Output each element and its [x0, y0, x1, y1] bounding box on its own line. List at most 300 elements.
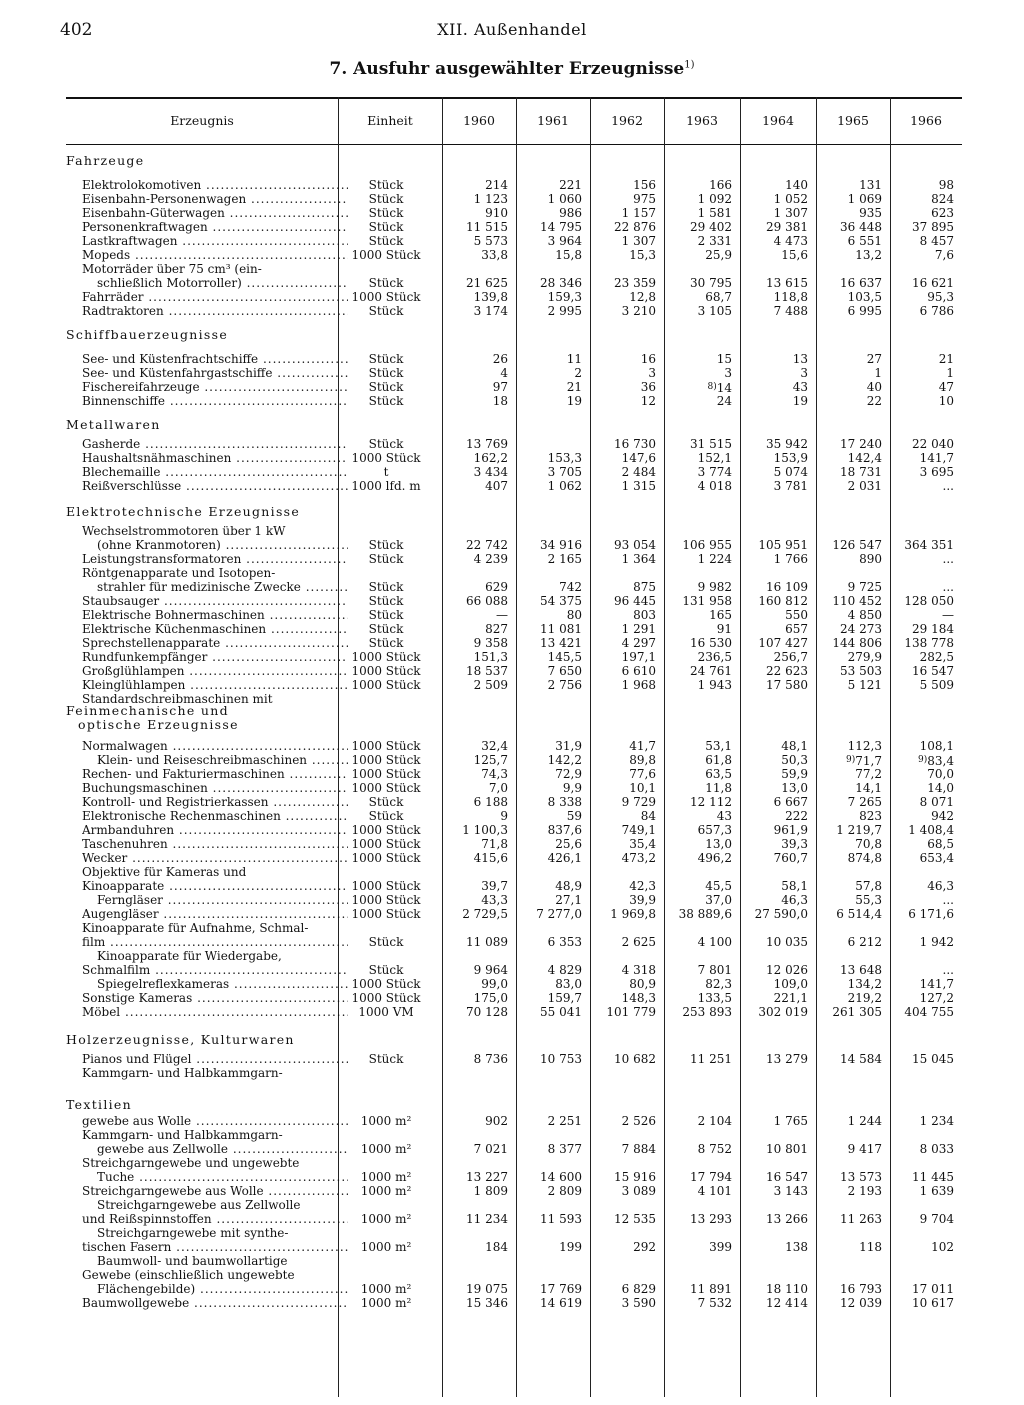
value-cell [516, 636, 582, 650]
value-cell [740, 594, 808, 608]
value-cell [890, 1184, 954, 1198]
value-text: 4 829 [547, 963, 582, 977]
value-text: 1 307 [621, 234, 656, 248]
value-cell [516, 1142, 582, 1156]
value-cell [442, 809, 508, 823]
header-year: 1962 [611, 113, 643, 128]
value-text: 10,1 [629, 781, 656, 795]
value-cell [740, 220, 808, 234]
value-text: 16 [640, 352, 656, 366]
value-cell [664, 991, 732, 1005]
value-cell [890, 1005, 954, 1019]
value-text: 34 916 [540, 538, 582, 552]
value-cell [664, 276, 732, 290]
product-name: Streichgarngewebe und ungewebte [82, 1156, 300, 1170]
value-cell [442, 206, 508, 220]
value-text: 55,3 [855, 893, 882, 907]
value-text: 37,0 [705, 893, 732, 907]
value-text: 140 [785, 178, 808, 192]
value-cell [516, 1240, 582, 1254]
value-text: 128 050 [904, 594, 954, 608]
value-cell [890, 739, 954, 753]
value-text: 21 625 [466, 276, 508, 290]
value-text: 1 942 [919, 935, 954, 949]
value-text: 31,9 [555, 739, 582, 753]
value-text: 5 509 [919, 678, 954, 692]
value-text: 28 346 [540, 276, 582, 290]
value-cell [442, 366, 508, 380]
value-cell [516, 1114, 582, 1128]
value-cell [816, 1296, 882, 1310]
table-row [66, 795, 962, 809]
value-text: 59,9 [781, 767, 808, 781]
value-text: 3 695 [919, 465, 954, 479]
value-text: 10 035 [766, 935, 808, 949]
value-text: 15 916 [614, 1170, 656, 1184]
product-name: Streichgarngewebe mit synthe- [97, 1226, 289, 1240]
value-cell [516, 907, 582, 921]
value-text: 13 293 [690, 1212, 732, 1226]
value-cell [590, 977, 656, 991]
value-cell [816, 479, 882, 493]
table-row [66, 636, 962, 650]
section-heading: optische Erzeugnisse [78, 717, 239, 732]
value-text: 22 623 [766, 664, 808, 678]
value-text: 942 [931, 809, 954, 823]
value-cell [442, 1170, 508, 1184]
value-text: 1 219,7 [836, 823, 882, 837]
value-text: 3 [800, 366, 808, 380]
value-text: 3 774 [697, 465, 732, 479]
value-text: 72,9 [555, 767, 582, 781]
chapter-title: XII. Außenhandel [437, 20, 587, 39]
header-year: 1964 [762, 113, 794, 128]
value-text: 1 224 [697, 552, 732, 566]
section-heading: Elektrotechnische Erzeugnisse [66, 504, 301, 519]
value-cell [516, 1296, 582, 1310]
value-text: 1 408,4 [908, 823, 954, 837]
value-cell [590, 650, 656, 664]
value-cell [816, 664, 882, 678]
value-text: 13 615 [766, 276, 808, 290]
value-text: 1 315 [621, 479, 656, 493]
value-cell [442, 608, 508, 622]
value-text: 4 100 [697, 935, 732, 949]
value-text: 77,2 [855, 767, 882, 781]
value-cell [590, 664, 656, 678]
value-text: 50,3 [781, 753, 808, 767]
value-cell [740, 963, 808, 977]
value-text: 68,5 [927, 837, 954, 851]
value-cell [890, 1296, 954, 1310]
value-cell [816, 1212, 882, 1226]
value-cell [590, 1142, 656, 1156]
value-cell [816, 935, 882, 949]
value-cell [442, 1282, 508, 1296]
value-text: 14 619 [540, 1296, 582, 1310]
product-name: See- und Küstenfrachtschiffe ..... [82, 352, 348, 366]
value-text: 156 [633, 178, 656, 192]
value-text: 7 650 [547, 664, 582, 678]
value-cell [590, 739, 656, 753]
value-text: 1 307 [773, 206, 808, 220]
unit-cell: Stück [368, 276, 404, 290]
table-row [66, 304, 962, 318]
value-text: 21 [938, 352, 954, 366]
value-text: 70,0 [927, 767, 954, 781]
value-cell [816, 451, 882, 465]
value-cell [740, 465, 808, 479]
value-cell [664, 678, 732, 692]
value-cell [740, 809, 808, 823]
value-cell [816, 795, 882, 809]
value-cell [816, 1282, 882, 1296]
value-cell [516, 594, 582, 608]
value-text: 43,3 [481, 893, 508, 907]
value-cell [590, 538, 656, 552]
value-text: 6 188 [473, 795, 508, 809]
value-text: 1 062 [547, 479, 582, 493]
value-cell [890, 394, 954, 408]
value-text: 42,3 [629, 879, 656, 893]
value-cell [442, 935, 508, 949]
value-cell [890, 276, 954, 290]
value-text: 1 100,3 [462, 823, 508, 837]
value-cell [664, 977, 732, 991]
table-row [66, 1226, 962, 1240]
value-cell [442, 781, 508, 795]
value-text: 827 [485, 622, 508, 636]
value-text: 7 532 [697, 1296, 732, 1310]
value-text: 13 227 [466, 1170, 508, 1184]
value-text: 15,8 [555, 248, 582, 262]
value-cell [590, 809, 656, 823]
header-year: 1960 [463, 113, 495, 128]
value-cell [442, 753, 508, 767]
value-text: 3 781 [773, 479, 808, 493]
value-text: 58,1 [781, 879, 808, 893]
value-cell [816, 248, 882, 262]
table-row [66, 692, 962, 706]
value-text: 6 353 [547, 935, 582, 949]
value-text: 36 448 [840, 220, 882, 234]
value-text: ... [942, 963, 954, 977]
value-cell [890, 1114, 954, 1128]
value-cell [816, 538, 882, 552]
value-text: 29 402 [690, 220, 732, 234]
value-cell [740, 1142, 808, 1156]
value-cell [442, 479, 508, 493]
value-cell [442, 276, 508, 290]
value-cell [816, 465, 882, 479]
value-cell [516, 1052, 582, 1066]
value-text: 4 850 [847, 608, 882, 622]
value-cell [816, 1005, 882, 1019]
value-text: 3 105 [697, 304, 732, 318]
value-cell [590, 580, 656, 594]
value-text: 16 547 [766, 1170, 808, 1184]
value-text: 27 590,0 [754, 907, 808, 921]
unit-cell: 1000 Stück [351, 837, 421, 851]
value-text: 26 [492, 352, 508, 366]
value-text: 2 995 [547, 304, 582, 318]
value-text: 12,8 [629, 290, 656, 304]
value-cell [890, 622, 954, 636]
value-cell [442, 1184, 508, 1198]
value-cell [442, 304, 508, 318]
value-text: 760,7 [773, 851, 808, 865]
value-text: 159,7 [547, 991, 582, 1005]
unit-cell: 1000 m² [360, 1170, 412, 1184]
product-name: Haushaltsnähmaschinen ..... [82, 451, 348, 465]
value-cell [740, 304, 808, 318]
table-row [66, 262, 962, 276]
value-cell [740, 893, 808, 907]
section-heading: Holzerzeugnisse, Kulturwaren [66, 1032, 295, 1047]
value-text: 890 [859, 552, 882, 566]
value-cell [816, 437, 882, 451]
unit-cell: 1000 Stück [351, 907, 421, 921]
product-name: Leistungstransformatoren ..... [82, 552, 348, 566]
value-text: 6 786 [919, 304, 954, 318]
value-cell [740, 781, 808, 795]
value-cell [590, 935, 656, 949]
value-text: 8 752 [697, 1142, 732, 1156]
value-text: 134,2 [847, 977, 882, 991]
value-text: 112,3 [847, 739, 882, 753]
value-text: 426,1 [547, 851, 582, 865]
product-name: film ..... [82, 935, 348, 949]
value-cell [890, 304, 954, 318]
product-name: Objektive für Kameras und [82, 865, 247, 879]
product-name: Baumwollgewebe ..... [82, 1296, 348, 1310]
value-text: 7,0 [488, 781, 508, 795]
value-cell [664, 1212, 732, 1226]
value-cell [664, 552, 732, 566]
value-cell [740, 1114, 808, 1128]
value-cell [890, 753, 954, 768]
table-row [66, 823, 962, 837]
table-row [66, 566, 962, 580]
value-text: ... [942, 893, 954, 907]
value-text: 6 667 [773, 795, 808, 809]
table-row [66, 753, 962, 767]
unit-cell: Stück [368, 352, 404, 366]
unit-cell: 1000 Stück [351, 823, 421, 837]
product-name: gewebe aus Zellwolle ..... [97, 1142, 348, 1156]
value-cell [664, 352, 732, 366]
value-cell [816, 220, 882, 234]
value-cell [590, 352, 656, 366]
value-cell [890, 366, 954, 380]
value-text: 7 021 [473, 1142, 508, 1156]
product-name: Sonstige Kameras ..... [82, 991, 348, 1005]
value-text: 138 [785, 1240, 808, 1254]
section-heading: Feinmechanische und [66, 703, 229, 718]
value-text: 108,1 [919, 739, 954, 753]
value-text: 35 942 [766, 437, 808, 451]
value-text: 10 801 [766, 1142, 808, 1156]
value-text: 141,7 [919, 977, 954, 991]
value-text: 1 291 [621, 622, 656, 636]
value-text: 138 778 [904, 636, 954, 650]
value-text: 11 081 [540, 622, 582, 636]
value-text: 13 [792, 352, 808, 366]
value-text: 16 530 [690, 636, 732, 650]
value-cell [740, 977, 808, 991]
unit-cell: Stück [368, 394, 404, 408]
value-cell [442, 767, 508, 781]
value-cell [516, 276, 582, 290]
value-text: 29 184 [912, 622, 954, 636]
table-row [66, 290, 962, 304]
value-text: 7 801 [697, 963, 732, 977]
value-cell [664, 1114, 732, 1128]
value-text: 63,5 [705, 767, 732, 781]
table-row [66, 767, 962, 781]
value-cell [664, 823, 732, 837]
value-cell [590, 192, 656, 206]
value-cell [664, 380, 732, 395]
value-cell [590, 1114, 656, 1128]
value-text: 1 244 [847, 1114, 882, 1128]
value-text: 415,6 [473, 851, 508, 865]
product-name: Wechselstrommotoren über 1 kW [82, 524, 286, 538]
footnote-mark: 9) [846, 755, 856, 765]
value-cell [442, 220, 508, 234]
value-cell [890, 1052, 954, 1066]
section-heading: Fahrzeuge [66, 153, 145, 168]
value-cell [664, 795, 732, 809]
value-text: 35,4 [629, 837, 656, 851]
value-text: 57,8 [855, 879, 882, 893]
value-text: 16 547 [912, 664, 954, 678]
value-cell [664, 394, 732, 408]
value-text: 2 526 [621, 1114, 656, 1128]
value-cell [740, 1212, 808, 1226]
product-name: Normalwagen ..... [82, 739, 348, 753]
value-text: 18 [492, 394, 508, 408]
value-text: 407 [485, 479, 508, 493]
value-text: 11 593 [540, 1212, 582, 1226]
header-year: 1963 [686, 113, 718, 128]
value-cell [890, 594, 954, 608]
value-cell [516, 1005, 582, 1019]
value-cell [442, 851, 508, 865]
table-row [66, 192, 962, 206]
product-name: gewebe aus Wolle ..... [82, 1114, 348, 1128]
table-row [66, 608, 962, 622]
unit-cell: 1000 Stück [351, 451, 421, 465]
product-name: (ohne Kranmotoren) ..... [97, 538, 348, 552]
value-cell [816, 893, 882, 907]
product-name: Kammgarn- und Halbkammgarn- [82, 1066, 283, 1080]
value-text: 11 089 [466, 935, 508, 949]
value-text: 159,3 [547, 290, 582, 304]
value-cell [890, 664, 954, 678]
table-row [66, 963, 962, 977]
header-rule [66, 144, 962, 145]
value-text: 910 [485, 206, 508, 220]
value-text: 3 964 [547, 234, 582, 248]
value-cell [816, 1114, 882, 1128]
section-heading: Textilien [66, 1097, 132, 1112]
unit-cell: 1000 VM [358, 1005, 414, 1019]
value-cell [442, 622, 508, 636]
value-text: 2 729,5 [462, 907, 508, 921]
value-text: 131 958 [682, 594, 732, 608]
value-cell [664, 594, 732, 608]
value-text: 1 060 [547, 192, 582, 206]
value-cell [590, 552, 656, 566]
value-cell [516, 178, 582, 192]
value-cell [816, 352, 882, 366]
value-cell [516, 851, 582, 865]
value-cell [590, 248, 656, 262]
value-cell [442, 636, 508, 650]
value-text: 1 943 [697, 678, 732, 692]
product-name: Klein- und Reiseschreibmaschinen ..... [97, 753, 348, 767]
value-cell [664, 1184, 732, 1198]
value-cell [890, 552, 954, 566]
value-cell [816, 753, 882, 768]
value-text: 48,1 [781, 739, 808, 753]
table-row [66, 837, 962, 851]
value-cell [590, 678, 656, 692]
value-text: 10 [938, 394, 954, 408]
value-text: 302 019 [758, 1005, 808, 1019]
value-cell [442, 352, 508, 366]
value-cell [740, 206, 808, 220]
value-text: 473,2 [621, 851, 656, 865]
value-cell [890, 767, 954, 781]
value-cell [516, 192, 582, 206]
unit-cell: Stück [368, 935, 404, 949]
value-text: 2 331 [697, 234, 732, 248]
value-cell [890, 380, 954, 394]
value-text: 99,0 [481, 977, 508, 991]
value-cell [516, 767, 582, 781]
value-text: 11 891 [690, 1282, 732, 1296]
table-row [66, 1268, 962, 1282]
value-cell [442, 823, 508, 837]
value-text: 22 876 [614, 220, 656, 234]
value-cell [590, 1170, 656, 1184]
value-text: — [942, 608, 954, 622]
table-row [66, 524, 962, 538]
value-cell [664, 809, 732, 823]
value-text: 83,4 [927, 754, 954, 768]
value-cell [740, 1005, 808, 1019]
value-text: 935 [859, 206, 882, 220]
value-text: 7,6 [934, 248, 954, 262]
value-cell [442, 1005, 508, 1019]
product-name: Tuche ..... [97, 1170, 348, 1184]
value-cell [816, 594, 882, 608]
table-row [66, 879, 962, 893]
value-text: 1 581 [697, 206, 732, 220]
product-name: Röntgenapparate und Isotopen- [82, 566, 276, 580]
header-year: 1961 [537, 113, 569, 128]
value-cell [816, 991, 882, 1005]
value-text: 15,3 [629, 248, 656, 262]
value-cell [740, 739, 808, 753]
value-text: 1 157 [621, 206, 656, 220]
table-row [66, 594, 962, 608]
value-text: 40 [866, 380, 882, 394]
value-cell [442, 394, 508, 408]
table-row [66, 479, 962, 493]
